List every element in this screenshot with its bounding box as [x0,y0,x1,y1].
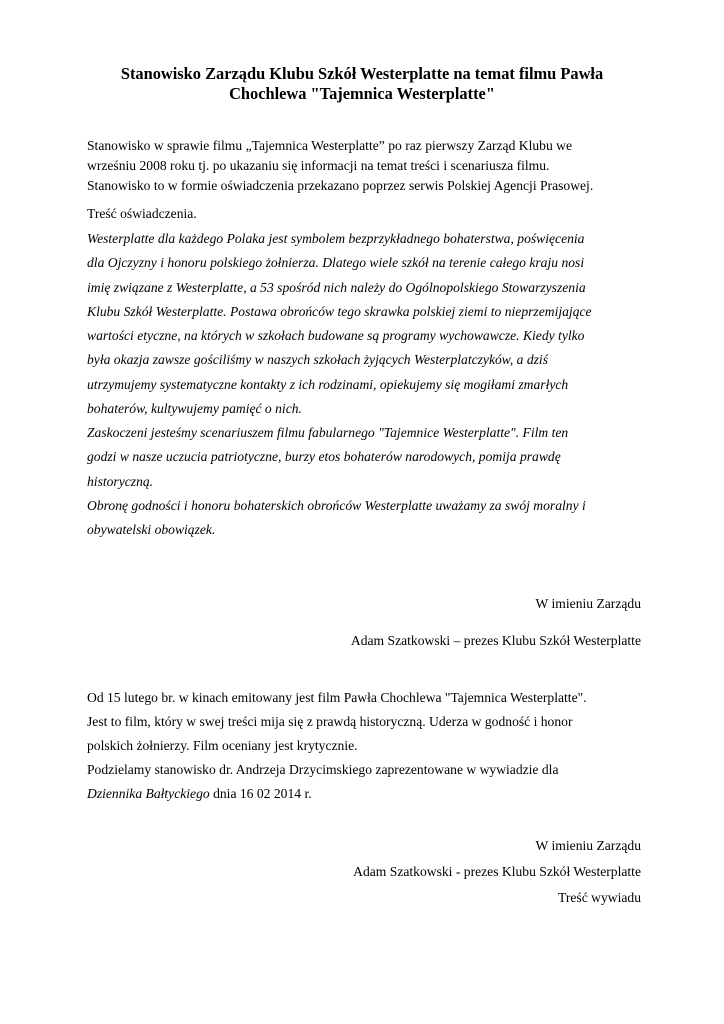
intro-line: Stanowisko to w formie oświadczenia przekazano poprzez serwis Polskiej Agencji Prasowej. [87,178,594,193]
statement-line: Klubu Szkół Westerplatte. Postawa obrońców tego skrawka polskiej ziemi to nieprzemijające [87,303,592,319]
interview-heading: Treść wywiadu [558,890,641,905]
statement-line: utrzymujemy systematyczne kontakty z ich rodzinami, opiekujemy się mogiłami zmarłych [87,376,569,392]
news-line: Od 15 lutego br. w kinach emitowany jest film Pawła Chochlewa "Tajemnica Westerplatte". [87,690,587,705]
news-paragraph [87,686,667,806]
title-line: Chochlewa "Tajemnica Westerplatte" [229,84,495,103]
statement-line: dla Ojczyzny i honoru polskiego żołnierza. Dlatego wiele szkół na terenie całego kraju nosi [87,255,585,271]
statement-line: bohaterów, kultywujemy pamięć o nich. [87,400,302,416]
statement-line: Westerplatte dla każdego Polaka jest symbolem bezprzykładnego bohaterstwa, poświęcenia [87,231,585,246]
statement-line: była okazja zawsze gościliśmy w naszych szkołach żyjących Westerplatczyków, a dziś [87,352,548,368]
statement-line: historyczną. [87,473,154,489]
statement-label: Treść oświadczenia. [87,206,197,221]
intro-line: Stanowisko w sprawie filmu „Tajemnica Westerplatte” po raz pierwszy Zarząd Klubu we [87,138,573,153]
signature-name: Adam Szatkowski – prezes Klubu Szkół Westerplatte [350,633,641,648]
signature-board: W imieniu Zarządu [535,838,641,853]
statement-line: Zaskoczeni jesteśmy scenariuszem filmu fabularnego "Tajemnice Westerplatte". Film ten [87,425,569,440]
news-line: Podzielamy stanowisko dr. Andrzeja Drzycimskiego zaprezentowane w wywiadzie dla [87,762,559,777]
news-line: Jest to film, który w swej treści mija się z prawdą historyczną. Uderza w godność i honor [87,714,573,729]
signature-name: Adam Szatkowski - prezes Klubu Szkół Westerplatte [353,864,641,879]
statement-line: imię związane z Westerplatte, a 53 spośród nich należy do Ogólnopolskiego Stowarzyszenia [87,279,586,295]
signature-board: W imieniu Zarządu [535,596,641,611]
newspaper-title: Dziennika Bałtyckiego [87,786,210,801]
intro-paragraph [87,136,667,196]
news-date: dnia 16 02 2014 r. [209,786,312,801]
statement-line: godzi w nasze uczucia patriotyczne, burzy etos bohaterów narodowych, pomija prawdę [87,449,561,465]
statement-line: wartości etyczne, na których w szkołach budowane są programy wychowawcze. Kiedy tylko [87,328,585,343]
intro-line: wrześniu 2008 roku tj. po ukazaniu się informacji na temat treści i scenariusza filmu. [87,158,550,173]
news-line-last [87,782,667,806]
news-line: polskich żołnierzy. Film oceniany jest krytycznie. [87,738,358,753]
statement-line: obywatelski obowiązek. [87,522,216,537]
title-line: Stanowisko Zarządu Klubu Szkół Westerplatte na temat filmu Pawła [120,64,604,83]
statement-line: Obronę godności i honoru bohaterskich obrońców Westerplatte uważamy za swój moralny i [87,497,586,513]
statement-text [87,227,667,542]
document-title [70,64,654,104]
